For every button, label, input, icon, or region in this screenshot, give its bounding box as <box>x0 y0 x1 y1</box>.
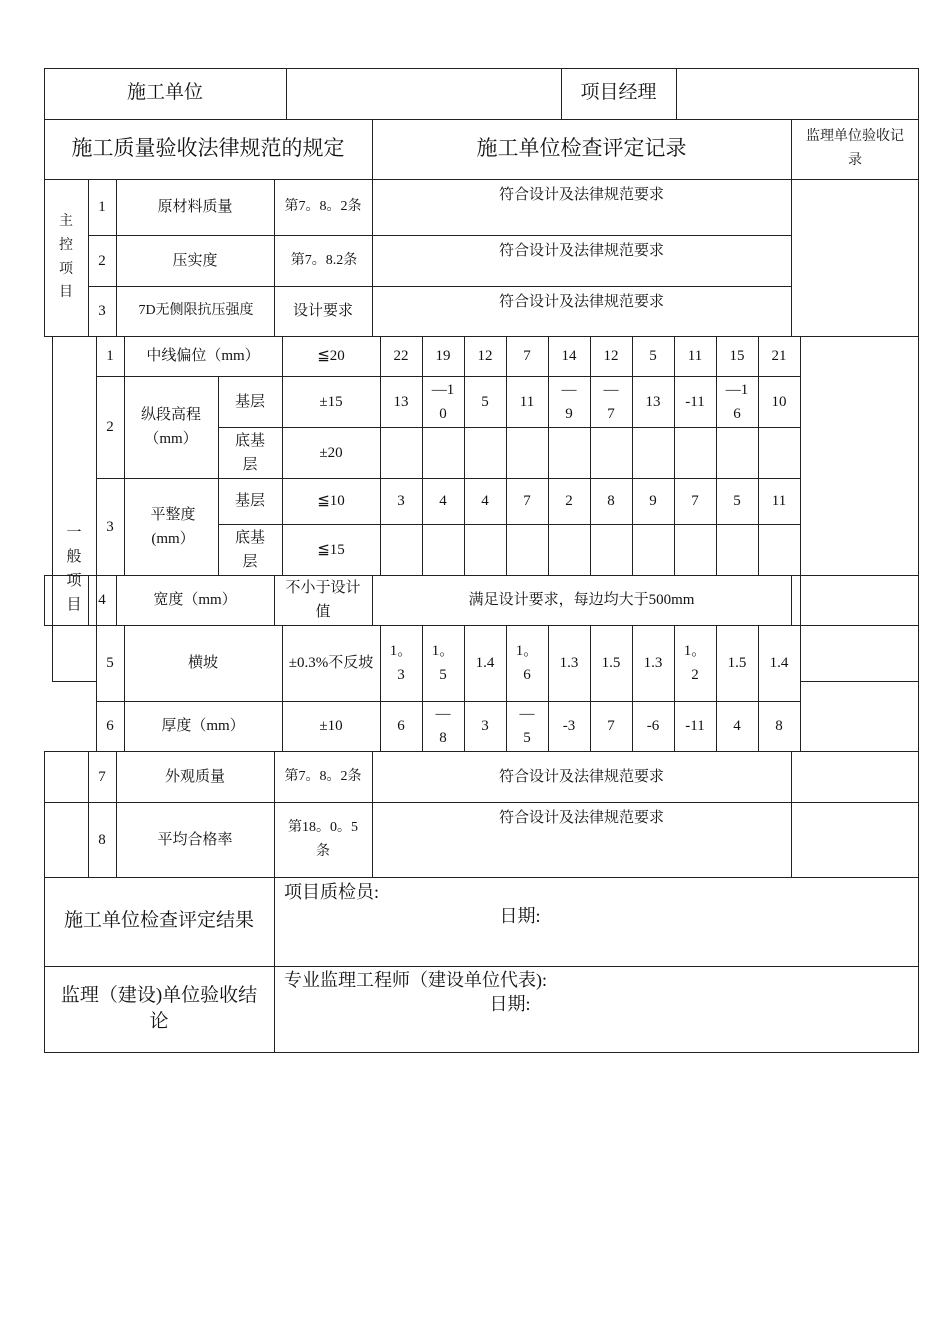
general-row-no: 2 <box>106 419 114 435</box>
measure-cell: 11 <box>771 493 787 509</box>
measure-cell: 7 <box>523 348 531 364</box>
general-row-tolerance: ±15 <box>319 393 343 410</box>
construction-unit-label: 施工单位 <box>126 82 203 104</box>
measure-cell: 21 <box>771 348 787 364</box>
measure-cell: 11 <box>687 348 703 364</box>
general-row-tolerance: ±20 <box>319 444 343 461</box>
engineer-label: 专业监理工程师（建设单位代表): <box>284 969 547 990</box>
measure-cell: 5 <box>649 348 657 364</box>
general-row-no: 1 <box>106 348 114 364</box>
measure-cell: 8 <box>775 718 783 734</box>
measure-cell: -6 <box>646 718 660 734</box>
general-row-tolerance: 不小于设计值 <box>285 580 361 620</box>
measure-cell: 1.4 <box>769 655 789 671</box>
measure-cell: 15 <box>729 348 745 364</box>
measure-cell: 10 <box>771 393 787 410</box>
measure-cell: —7 <box>603 381 619 422</box>
measure-cell: 7 <box>523 493 531 509</box>
measure-cell: 4 <box>481 493 489 509</box>
general-row-record: 满足设计要求，每边均大于500mm <box>468 592 695 608</box>
main-row-item: 压实度 <box>172 252 218 269</box>
supervisor-conclusion-label: 监理（建设)单位验收结论 <box>60 985 258 1032</box>
measure-cell: —9 <box>561 381 577 422</box>
measure-cell: 1.4 <box>475 655 495 671</box>
general-row-tolerance: ≦20 <box>317 348 345 364</box>
measure-cell: 13 <box>393 393 409 410</box>
measure-cell: 7 <box>691 493 699 509</box>
general-row-item: 平均合格率 <box>157 831 233 848</box>
measure-cell: 22 <box>393 348 409 364</box>
measure-cell: 1.5 <box>601 655 621 671</box>
measure-cell: 5 <box>481 393 489 410</box>
measure-cell: -11 <box>685 393 705 410</box>
date-label: 日期: <box>489 993 531 1014</box>
general-row-no: 5 <box>106 655 114 671</box>
general-row-no: 3 <box>106 518 114 535</box>
measure-cell: 6 <box>397 718 405 734</box>
measure-cell: 9 <box>649 493 657 509</box>
general-label: 一般项目 <box>66 524 82 613</box>
measure-cell: 1。6 <box>515 643 539 683</box>
general-row-tolerance: ±10 <box>319 718 343 734</box>
record-header: 施工单位检查评定记录 <box>476 136 687 161</box>
measure-cell: —8 <box>435 706 451 746</box>
general-row-no: 4 <box>98 592 106 608</box>
measure-cell: 4 <box>439 493 447 509</box>
main-row-item: 7D无侧限抗压强度 <box>138 303 254 319</box>
measure-cell: 12 <box>477 348 493 364</box>
main-row-no: 3 <box>98 303 106 319</box>
measure-cell: 12 <box>603 348 619 364</box>
measure-cell: 3 <box>397 493 405 509</box>
contractor-result-label: 施工单位检查评定结果 <box>63 910 254 932</box>
measure-cell: —10 <box>431 381 455 422</box>
general-row-spec: 第7。8。2条 <box>284 768 362 784</box>
main-row-item: 原材料质量 <box>157 199 233 215</box>
general-row-record: 符合设计及法律规范要求 <box>498 768 664 785</box>
general-row-record: 符合设计及法律规范要求 <box>498 810 664 826</box>
main-row-no: 2 <box>98 252 106 269</box>
general-row-no: 6 <box>106 718 114 734</box>
general-row-item: 纵段高程（mm） <box>140 407 201 447</box>
general-row-spec: 第18。0。5条 <box>288 819 358 859</box>
measure-cell: 7 <box>607 718 615 734</box>
general-row-tolerance: ≦10 <box>317 493 345 509</box>
date-label: 日期: <box>499 905 541 926</box>
general-row-item: 宽度（mm） <box>153 592 237 608</box>
general-row-item: 外观质量 <box>164 768 225 785</box>
measure-cell: 4 <box>733 718 741 734</box>
project-manager-value <box>676 68 918 119</box>
general-row-no: 7 <box>98 768 106 785</box>
sub-item-base: 基层 <box>234 493 265 509</box>
construction-unit-value <box>286 68 561 119</box>
measure-cell: 19 <box>435 348 451 364</box>
spec-header: 施工质量验收法律规范的规定 <box>71 136 345 161</box>
measure-cell: 1。5 <box>431 643 455 683</box>
measure-cell: 1。2 <box>683 643 707 683</box>
measure-cell: 1.5 <box>727 655 747 671</box>
main-row-no: 1 <box>98 199 106 215</box>
main-row-record: 符合设计及法律规范要求 <box>498 187 664 203</box>
measure-cell: 5 <box>733 493 741 509</box>
measure-cell: —16 <box>725 381 749 422</box>
measure-cell: 13 <box>645 393 661 410</box>
general-row-item: 横坡 <box>187 655 218 671</box>
inspector-label: 项目质检员: <box>284 881 380 902</box>
general-row-tolerance: ±0.3%不反坡 <box>288 655 374 671</box>
main-control-label: 主控项目 <box>59 213 73 301</box>
general-row-item: 中线偏位（mm） <box>146 348 260 364</box>
measure-cell: 1。3 <box>389 643 413 683</box>
measure-cell: 11 <box>519 393 535 410</box>
measure-cell: 1.3 <box>643 655 663 671</box>
sub-item-base: 基层 <box>234 393 265 410</box>
general-row-tolerance: ≦15 <box>317 541 345 558</box>
general-row-item: 厚度（mm） <box>161 718 245 734</box>
main-row-spec: 设计要求 <box>292 303 353 319</box>
main-row-record: 符合设计及法律规范要求 <box>498 243 664 259</box>
measure-cell: 8 <box>607 493 615 509</box>
measure-cell: 2 <box>565 493 573 509</box>
project-manager-label: 项目经理 <box>580 82 657 104</box>
measure-cell: 14 <box>561 348 577 364</box>
main-row-spec: 第7。8.2条 <box>290 252 358 268</box>
general-row-no: 8 <box>98 831 106 848</box>
general-row-item: 平整度(mm） <box>150 506 196 547</box>
sub-item-subbase: 底基层 <box>234 529 265 570</box>
measure-cell: -3 <box>562 718 576 734</box>
measure-cell: —5 <box>519 706 535 746</box>
supervision-header: 监理单位验收记录 <box>806 129 904 168</box>
measure-cell: 3 <box>481 718 489 734</box>
sub-item-subbase: 底基层 <box>234 432 265 473</box>
main-row-spec: 第7。8。2条 <box>284 199 362 215</box>
measure-cell: 1.3 <box>559 655 579 671</box>
measure-cell: -11 <box>685 718 705 734</box>
main-row-record: 符合设计及法律规范要求 <box>498 294 664 310</box>
